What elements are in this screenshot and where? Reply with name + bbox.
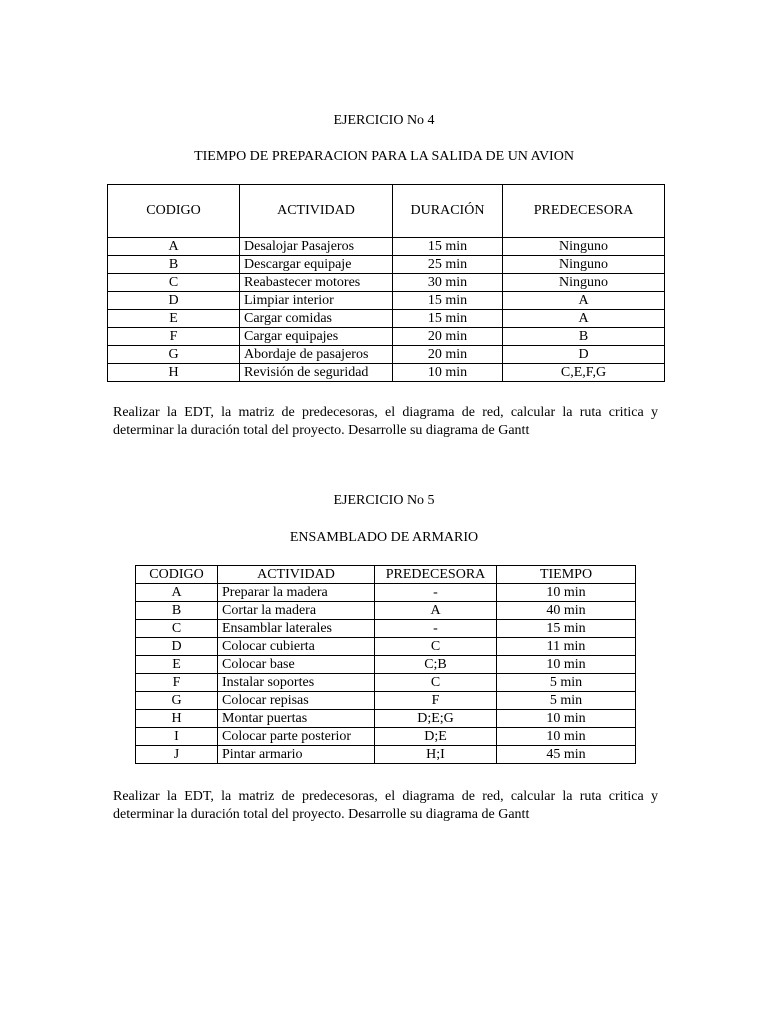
- cell-codigo: D: [108, 292, 240, 310]
- table-header-row: [108, 185, 665, 238]
- table-row: [136, 638, 636, 656]
- cell-actividad: Colocar repisas: [218, 692, 375, 710]
- cell-actividad: Ensamblar laterales: [218, 620, 375, 638]
- cell-tiempo: 15 min: [497, 620, 636, 638]
- instructions-line-2: determinar la duración total del proyecto. Desarrolle su diagrama de Gantt: [113, 423, 530, 438]
- cell-actividad: Montar puertas: [218, 710, 375, 728]
- column-header-codigo: CODIGO: [136, 566, 218, 584]
- cell-tiempo: 10 min: [497, 584, 636, 602]
- table-row: [136, 674, 636, 692]
- table-row: [108, 328, 665, 346]
- cell-predecesora: C: [375, 674, 497, 692]
- cell-predecesora: Ninguno: [503, 274, 665, 292]
- cell-codigo: A: [108, 238, 240, 256]
- cell-predecesora: C: [375, 638, 497, 656]
- exercise-4-subtitle: TIEMPO DE PREPARACION PARA LA SALIDA DE UN AVION: [194, 149, 574, 164]
- cell-codigo: A: [136, 584, 218, 602]
- cell-tiempo: 40 min: [497, 602, 636, 620]
- column-header-predecesora: PREDECESORA: [503, 185, 665, 238]
- table-row: [108, 274, 665, 292]
- cell-actividad: Colocar base: [218, 656, 375, 674]
- exercise-5-instructions: [113, 788, 658, 824]
- cell-tiempo: 10 min: [497, 728, 636, 746]
- exercise-4-title: EJERCICIO No 4: [333, 113, 435, 128]
- cell-tiempo: 10 min: [497, 710, 636, 728]
- cell-actividad: Colocar parte posterior: [218, 728, 375, 746]
- cell-actividad: Descargar equipaje: [240, 256, 393, 274]
- column-header-actividad: ACTIVIDAD: [218, 566, 375, 584]
- table-row: [108, 364, 665, 382]
- cell-actividad: Instalar soportes: [218, 674, 375, 692]
- cell-actividad: Colocar cubierta: [218, 638, 375, 656]
- cell-codigo: I: [136, 728, 218, 746]
- table-row: [136, 710, 636, 728]
- table-row: [108, 292, 665, 310]
- instructions-line-1: Realizar la EDT, la matriz de predecesoras, el diagrama de red, calcular la ruta critica y: [113, 405, 658, 420]
- cell-duracion: 25 min: [393, 256, 503, 274]
- cell-codigo: G: [108, 346, 240, 364]
- cell-duracion: 10 min: [393, 364, 503, 382]
- cell-predecesora: F: [375, 692, 497, 710]
- exercise-5-title: EJERCICIO No 5: [333, 493, 435, 508]
- exercise-5-table: [135, 565, 636, 764]
- cell-duracion: 15 min: [393, 310, 503, 328]
- column-header-actividad: ACTIVIDAD: [240, 185, 393, 238]
- cell-actividad: Revisión de seguridad: [240, 364, 393, 382]
- cell-codigo: D: [136, 638, 218, 656]
- cell-tiempo: 10 min: [497, 656, 636, 674]
- table-row: [136, 692, 636, 710]
- instructions-line-1: Realizar la EDT, la matriz de predecesoras, el diagrama de red, calcular la ruta critica y: [113, 789, 658, 804]
- cell-tiempo: 5 min: [497, 692, 636, 710]
- cell-codigo: G: [136, 692, 218, 710]
- cell-codigo: H: [136, 710, 218, 728]
- cell-predecesora: A: [503, 310, 665, 328]
- cell-codigo: E: [108, 310, 240, 328]
- cell-actividad: Preparar la madera: [218, 584, 375, 602]
- cell-predecesora: H;I: [375, 746, 497, 764]
- cell-predecesora: D: [503, 346, 665, 364]
- cell-duracion: 20 min: [393, 328, 503, 346]
- cell-actividad: Limpiar interior: [240, 292, 393, 310]
- cell-codigo: B: [136, 602, 218, 620]
- cell-predecesora: D;E: [375, 728, 497, 746]
- cell-actividad: Desalojar Pasajeros: [240, 238, 393, 256]
- cell-predecesora: B: [503, 328, 665, 346]
- table-row: [108, 256, 665, 274]
- cell-codigo: H: [108, 364, 240, 382]
- cell-tiempo: 5 min: [497, 674, 636, 692]
- table-row: [108, 346, 665, 364]
- cell-predecesora: C,E,F,G: [503, 364, 665, 382]
- cell-codigo: J: [136, 746, 218, 764]
- table-row: [108, 310, 665, 328]
- exercise-4-table: [107, 184, 665, 382]
- cell-duracion: 15 min: [393, 292, 503, 310]
- cell-actividad: Pintar armario: [218, 746, 375, 764]
- cell-codigo: F: [108, 328, 240, 346]
- column-header-codigo: CODIGO: [108, 185, 240, 238]
- cell-predecesora: Ninguno: [503, 256, 665, 274]
- exercise-5-subtitle: ENSAMBLADO DE ARMARIO: [289, 530, 479, 545]
- cell-actividad: Cortar la madera: [218, 602, 375, 620]
- cell-predecesora: C;B: [375, 656, 497, 674]
- cell-predecesora: -: [375, 620, 497, 638]
- cell-actividad: Cargar equipajes: [240, 328, 393, 346]
- cell-tiempo: 11 min: [497, 638, 636, 656]
- cell-actividad: Abordaje de pasajeros: [240, 346, 393, 364]
- table-row: [136, 656, 636, 674]
- column-header-predecesora: PREDECESORA: [375, 566, 497, 584]
- table-row: [108, 238, 665, 256]
- cell-codigo: E: [136, 656, 218, 674]
- column-header-duracion: DURACIÓN: [393, 185, 503, 238]
- table-row: [136, 728, 636, 746]
- cell-predecesora: A: [503, 292, 665, 310]
- table-row: [136, 746, 636, 764]
- cell-actividad: Cargar comidas: [240, 310, 393, 328]
- cell-tiempo: 45 min: [497, 746, 636, 764]
- cell-duracion: 30 min: [393, 274, 503, 292]
- cell-duracion: 20 min: [393, 346, 503, 364]
- exercise-4-instructions: [113, 404, 658, 440]
- cell-duracion: 15 min: [393, 238, 503, 256]
- cell-predecesora: A: [375, 602, 497, 620]
- table-row: [136, 620, 636, 638]
- cell-actividad: Reabastecer motores: [240, 274, 393, 292]
- table-row: [136, 584, 636, 602]
- cell-codigo: B: [108, 256, 240, 274]
- cell-predecesora: Ninguno: [503, 238, 665, 256]
- cell-predecesora: -: [375, 584, 497, 602]
- cell-codigo: C: [108, 274, 240, 292]
- instructions-line-2: determinar la duración total del proyecto. Desarrolle su diagrama de Gantt: [113, 807, 530, 822]
- column-header-tiempo: TIEMPO: [497, 566, 636, 584]
- cell-codigo: F: [136, 674, 218, 692]
- cell-predecesora: D;E;G: [375, 710, 497, 728]
- cell-codigo: C: [136, 620, 218, 638]
- table-row: [136, 602, 636, 620]
- table-header-row: [136, 566, 636, 584]
